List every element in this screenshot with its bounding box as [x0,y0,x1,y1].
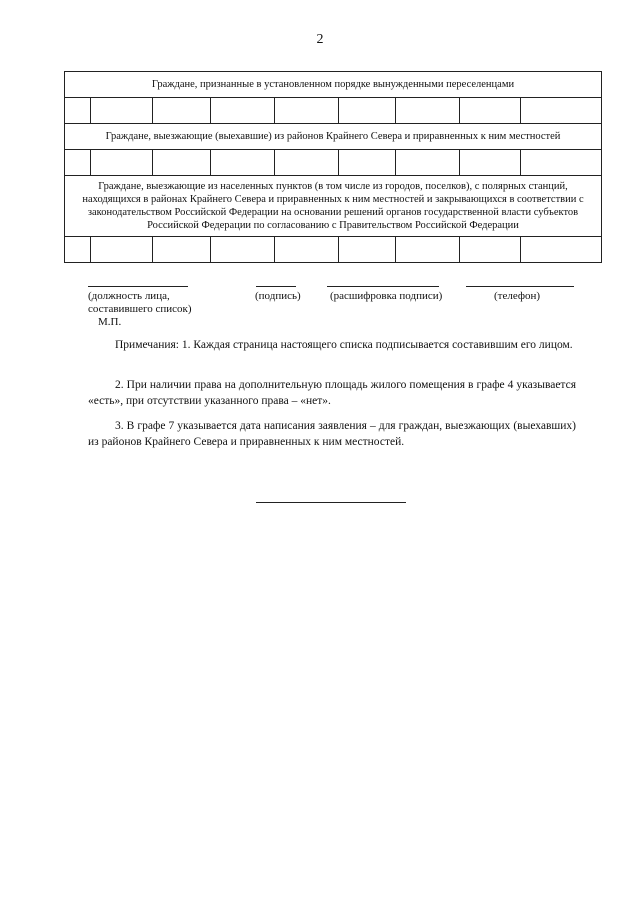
table-cell[interactable] [153,237,211,263]
table-cell[interactable] [211,98,275,124]
section-heading-closing-settlements: Граждане, выезжающие из населенных пунктов (в том числе из городов, поселков), с полярных станций, находящихся в районах Крайнего Севера и приравненных к ним местностей и закрывающихся в соответствии с законодательством Российской Федерации на основании решений органов государственной власти субъектов Российской Федерации по согласованию с Правительством Российской Федерации [65,176,602,237]
table-cell[interactable] [91,98,153,124]
note-2: 2. При наличии права на дополнительную площадь жилого помещения в графе 4 указывается «есть», при отсутствии указанного права – «нет». [88,379,576,407]
table-cell[interactable] [91,237,153,263]
table-cell[interactable] [396,237,460,263]
decryption-line[interactable] [327,286,439,287]
table-cell[interactable] [275,150,339,176]
section-heading-far-north: Граждане, выезжающие (выехавшие) из районов Крайнего Севера и приравненных к ним местностей [65,124,602,150]
signature-line[interactable] [256,286,296,287]
table-cell[interactable] [275,98,339,124]
table-cell[interactable] [275,237,339,263]
stamp-label: М.П. [98,316,122,328]
position-label-line2: составившего список) [88,303,192,315]
table-cell[interactable] [211,150,275,176]
register-table [64,71,602,263]
table-cell[interactable] [460,150,521,176]
phone-line[interactable] [466,286,574,287]
position-label-line1: (должность лица, [88,290,170,302]
table-cell[interactable] [65,237,91,263]
table-cell[interactable] [65,98,91,124]
note-1: Примечания: 1. Каждая страница настоящего списка подписывается составившим его лицом. [115,339,573,351]
closing-divider [256,502,406,503]
table-cell[interactable] [91,150,153,176]
table-cell[interactable] [460,98,521,124]
table-row [65,150,602,176]
note-3: 3. В графе 7 указывается дата написания заявления – для граждан, выезжающих (выехавших) из районов Крайнего Севера и приравненных к ним местностей. [88,420,576,448]
table-cell[interactable] [339,237,396,263]
table-cell[interactable] [521,237,602,263]
table-row [65,237,602,263]
table-cell[interactable] [339,150,396,176]
table-cell[interactable] [460,237,521,263]
table-cell[interactable] [521,98,602,124]
table-cell[interactable] [153,98,211,124]
table-row [65,98,602,124]
table-cell[interactable] [521,150,602,176]
table-cell[interactable] [211,237,275,263]
table-cell[interactable] [65,150,91,176]
page-number: 2 [316,32,324,47]
decryption-label: (расшифровка подписи) [330,290,443,302]
position-line[interactable] [88,286,188,287]
table-cell[interactable] [396,98,460,124]
table-cell[interactable] [396,150,460,176]
phone-label: (телефон) [494,290,541,302]
table-cell[interactable] [153,150,211,176]
signature-label: (подпись) [255,290,301,302]
section-heading-forced-migrants: Граждане, признанные в установленном порядке вынужденными переселенцами [65,72,602,98]
table-cell[interactable] [339,98,396,124]
